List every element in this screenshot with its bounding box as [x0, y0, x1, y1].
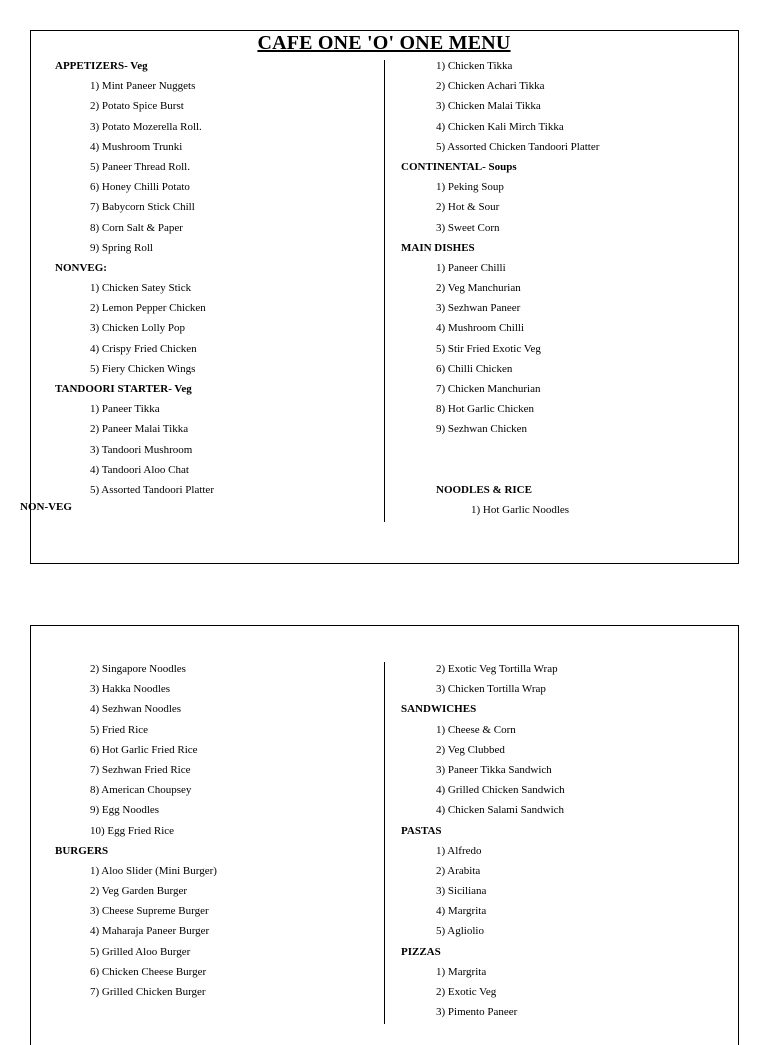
menu-item: 9) Sezhwan Chicken [436, 423, 528, 436]
menu-item: 10) Egg Fried Rice [90, 824, 175, 837]
menu-item: 2) Exotic Veg Tortilla Wrap [436, 663, 558, 675]
menu-item: 4) Tandoori Aloo Chat [90, 463, 189, 476]
menu-item: 6) Chicken Cheese Burger [90, 965, 207, 978]
menu-item: 4) Crispy Fried Chicken [90, 342, 197, 355]
menu-item: 2) Veg Manchurian [436, 282, 521, 295]
menu-item: 1) Aloo Slider (Mini Burger) [90, 864, 217, 877]
menu-item: 5) Fiery Chicken Wings [90, 362, 196, 375]
menu-item: 8) Corn Salt & Paper [90, 221, 183, 234]
menu-item: 2) Exotic Veg [436, 986, 497, 998]
menu-item: 3) Cheese Supreme Burger [90, 905, 209, 918]
nonveg-label [20, 497, 72, 517]
section-heading: PIZZAS [401, 945, 441, 958]
menu-item: 3) Chicken Tortilla Wrap [436, 683, 546, 696]
menu-item: 7) Babycorn Stick Chill [90, 201, 195, 214]
menu-item: 7) Grilled Chicken Burger [90, 986, 206, 998]
menu-item: 9) Spring Roll [90, 241, 153, 254]
menu-item: 2) Paneer Malai Tikka [90, 423, 189, 436]
menu-item: 4) Sezhwan Noodles [90, 703, 182, 716]
menu-item: 5) Stir Fried Exotic Veg [436, 342, 541, 355]
menu-title: CAFE ONE 'O' ONE MENU [257, 32, 511, 54]
menu-item: 3) Sweet Corn [436, 221, 500, 234]
menu-item: 5) Agliolio [436, 925, 484, 938]
menu-item: 3) Sezhwan Paneer [436, 302, 521, 315]
menu-item: 2) Hot & Sour [436, 201, 500, 214]
section-heading: NOODLES & RICE [436, 483, 532, 496]
blank-line [401, 460, 599, 480]
menu-item: 3) Pimento Paneer [436, 1006, 518, 1019]
menu-item: 4) Margrita [436, 905, 487, 918]
menu-item: 4) Maharaja Paneer Burger [90, 925, 210, 938]
menu-item: 2) Arabita [436, 864, 481, 877]
menu-item: 5) Grilled Aloo Burger [90, 945, 191, 958]
menu-item: 2) Chicken Achari Tikka [436, 80, 545, 93]
menu-item: 4) Chicken Kali Mirch Tikka [436, 120, 564, 133]
page2-right-column [401, 659, 565, 1022]
menu-item: 3) Tandoori Mushroom [90, 443, 193, 456]
menu-item: 3) Potato Mozerella Roll. [90, 120, 202, 133]
menu-item: 1) Cheese & Corn [436, 723, 516, 736]
menu-item: 6) Chilli Chicken [436, 362, 513, 375]
menu-item: 1) Peking Soup [436, 181, 504, 194]
menu-item: 8) Hot Garlic Chicken [436, 403, 535, 416]
section-heading: BURGERS [55, 844, 109, 857]
menu-item: 9) Egg Noodles [90, 804, 160, 817]
page2-left-column [55, 659, 217, 1002]
menu-item: 1) Chicken Satey Stick [90, 282, 192, 295]
menu-item: 2) Veg Garden Burger [90, 885, 188, 898]
menu-item: 1) Paneer Chilli [436, 261, 506, 274]
column-divider [384, 662, 385, 1024]
blank-line [401, 440, 599, 460]
section-heading: MAIN DISHES [401, 241, 475, 254]
menu-item: 1) Paneer Tikka [90, 403, 160, 416]
menu-item: 3) Paneer Tikka Sandwich [436, 763, 552, 776]
menu-item: 2) Singapore Noodles [90, 663, 186, 675]
section-heading: CONTINENTAL- Soups [401, 160, 517, 173]
menu-item: 2) Lemon Pepper Chicken [90, 302, 206, 315]
page1-left-column [55, 56, 214, 500]
menu-item: 1) Margrita [436, 965, 487, 978]
section-heading: APPETIZERS- Veg [55, 60, 148, 72]
menu-item: 5) Assorted Tandoori Platter [90, 483, 214, 496]
section-heading: NONVEG: [55, 261, 107, 274]
section-heading: PASTAS [401, 824, 442, 837]
menu-item: 4) Mushroom Trunki [90, 140, 183, 153]
menu-item: 1) Alfredo [436, 844, 482, 857]
menu-item: 7) Chicken Manchurian [436, 383, 541, 395]
menu-item: 3) Siciliana [436, 885, 487, 898]
menu-item: 6) Hot Garlic Fried Rice [90, 743, 198, 756]
menu-item: 2) Veg Clubbed [436, 743, 505, 756]
section-heading: SANDWICHES [401, 703, 477, 716]
section-heading: NON-VEG [20, 501, 72, 513]
menu-item: 3) Chicken Lolly Pop [90, 322, 186, 335]
menu-item: 4) Chicken Salami Sandwich [436, 804, 565, 817]
menu-item: 1) Mint Paneer Nuggets [90, 80, 196, 93]
menu-item: 1) Hot Garlic Noodles [471, 504, 570, 517]
menu-item: 5) Fried Rice [90, 723, 149, 736]
menu-item: 8) American Choupsey [90, 784, 192, 797]
menu-item: 3) Hakka Noodles [90, 683, 171, 696]
menu-item: 4) Mushroom Chilli [436, 322, 525, 335]
menu-item: 3) Chicken Malai Tikka [436, 100, 541, 113]
menu-item: 1) Chicken Tikka [436, 60, 513, 72]
menu-item: 7) Sezhwan Fried Rice [90, 763, 191, 776]
menu-item: 5) Assorted Chicken Tandoori Platter [436, 140, 600, 153]
menu-item: 2) Potato Spice Burst [90, 100, 184, 113]
menu-item: 4) Grilled Chicken Sandwich [436, 784, 565, 797]
column-divider [384, 60, 385, 522]
page1-right-column [401, 56, 599, 520]
menu-item: 6) Honey Chilli Potato [90, 181, 190, 194]
section-heading: TANDOORI STARTER- Veg [55, 383, 192, 395]
menu-item: 5) Paneer Thread Roll. [90, 160, 190, 173]
